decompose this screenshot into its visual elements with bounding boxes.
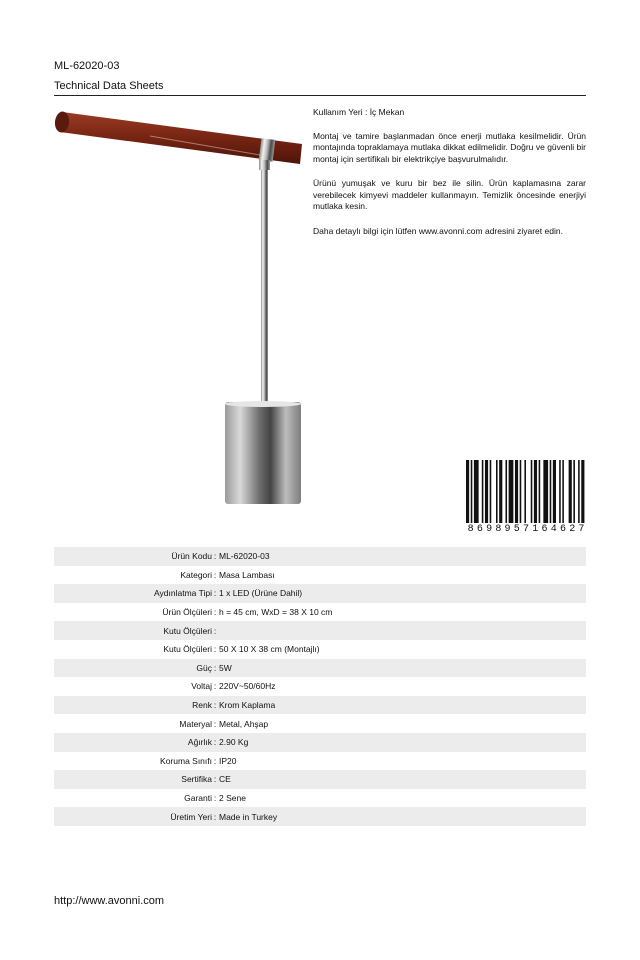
spec-label: Ürün Kodu: [171, 551, 212, 562]
spec-value: Made in Turkey: [219, 811, 278, 822]
spec-separator: :: [213, 700, 217, 711]
barcode-number: [466, 523, 586, 536]
lamp-base: [225, 401, 301, 504]
spec-separator: :: [213, 551, 217, 562]
spec-value: 1 x LED (Ürüne Dahil): [219, 588, 303, 599]
spec-label: Koruma Sınıfı: [160, 755, 212, 766]
spec-value: IP20: [219, 755, 237, 766]
spec-separator: :: [213, 737, 217, 748]
spec-row: [54, 789, 586, 808]
barcode-digit: 8: [495, 524, 502, 535]
spec-label: Voltaj: [191, 681, 212, 692]
barcode-digit: 7: [523, 524, 530, 535]
spec-row: [54, 807, 586, 826]
spec-separator: :: [213, 681, 217, 692]
spec-separator: :: [213, 811, 217, 822]
spec-label: Üretim Yeri: [170, 811, 212, 822]
spec-separator: :: [213, 588, 217, 599]
spec-value: 220V~50/60Hz: [219, 681, 276, 692]
spec-value: 50 X 10 X 38 cm (Montajlı): [219, 644, 320, 655]
spec-row: [54, 603, 586, 622]
spec-separator: :: [213, 793, 217, 804]
product-code: ML-62020-03: [54, 60, 120, 72]
spec-label: Sertifika: [181, 774, 212, 785]
spec-separator: :: [213, 774, 217, 785]
cleaning-note: Ürünü yumuşak ve kuru bir bez ile silin. Ürün kaplamasına zarar verebilecek kimyevi maddeler kullanmayın. Temizlik öncesinde enerjiyi mutlaka kesin.: [313, 178, 586, 211]
spec-separator: :: [213, 644, 217, 655]
spec-value: 2.90 Kg: [219, 737, 249, 748]
spec-separator: :: [213, 755, 217, 766]
spec-value: Krom Kaplama: [219, 700, 276, 711]
spec-value: h = 45 cm, WxD = 38 X 10 cm: [219, 607, 333, 618]
footer-url[interactable]: http://www.avonni.com: [54, 895, 165, 907]
spec-table: [54, 547, 586, 826]
header-divider: [54, 95, 586, 96]
spec-label: Güç: [196, 662, 212, 673]
barcode-digit: 6: [541, 524, 548, 535]
installation-note: Montaj ve tamire başlanmadan önce enerji mutlaka kesilmelidir. Ürün montajında topraklamaya mutlaka dikkat edilmelidir. Doğru ve güvenli bir montaj için sertifikalı bir elektrikçiye başvurulmalıdır.: [313, 130, 586, 164]
spec-label: Ağırlık: [187, 737, 212, 748]
spec-label: Kategori: [180, 569, 212, 580]
usage-info: [313, 107, 586, 250]
spec-label: Kutu Ölçüleri: [163, 625, 212, 636]
barcode-digit: 6: [476, 524, 483, 535]
spec-row: [54, 770, 586, 789]
spec-label: Ürün Ölçüleri: [162, 607, 212, 618]
document-subtitle: Technical Data Sheets: [54, 80, 164, 92]
website-note: Daha detaylı bilgi için lütfen www.avonni.com adresini ziyaret edin.: [313, 225, 563, 236]
spec-row: [54, 696, 586, 715]
barcode-digit: 2: [569, 524, 576, 535]
spec-separator: :: [213, 607, 217, 618]
spec-value: CE: [219, 774, 231, 785]
spec-value: Metal, Ahşap: [219, 718, 269, 729]
barcode-digit: 6: [559, 524, 566, 535]
spec-value: 2 Sene: [219, 793, 246, 804]
spec-separator: :: [213, 625, 217, 636]
spec-value: Masa Lambası: [219, 569, 275, 580]
spec-label: Aydınlatma Tipi: [154, 588, 212, 599]
spec-row: [54, 640, 586, 659]
spec-row: [54, 752, 586, 771]
spec-row: [54, 733, 586, 752]
barcode-digit: 9: [504, 524, 511, 535]
lamp-stem: [259, 160, 270, 406]
spec-label: Renk: [192, 700, 212, 711]
spec-label: Kutu Ölçüleri: [163, 644, 212, 655]
product-image: [50, 108, 310, 508]
barcode-digit: 5: [513, 524, 520, 535]
spec-label: Materyal: [179, 718, 212, 729]
spec-row: [54, 566, 586, 585]
barcode-digit: 1: [532, 524, 539, 535]
spec-label: Garanti: [184, 793, 212, 804]
spec-separator: :: [213, 718, 217, 729]
spec-row: [54, 547, 586, 566]
lamp-arm: [54, 111, 302, 164]
spec-row: [54, 621, 586, 640]
spec-value: ML-62020-03: [219, 551, 270, 562]
barcode-digit: 8: [467, 524, 474, 535]
barcode-digit: 4: [550, 524, 557, 535]
spec-row: [54, 659, 586, 678]
spec-row: [54, 584, 586, 603]
spec-value: 5W: [219, 662, 232, 673]
spec-separator: :: [213, 569, 217, 580]
spec-row: [54, 714, 586, 733]
spec-separator: :: [213, 662, 217, 673]
spec-row: [54, 677, 586, 696]
barcode-digit: 9: [486, 524, 493, 535]
usage-location: Kullanım Yeri : İç Mekan: [313, 107, 405, 117]
barcode-digit: 7: [578, 524, 585, 535]
